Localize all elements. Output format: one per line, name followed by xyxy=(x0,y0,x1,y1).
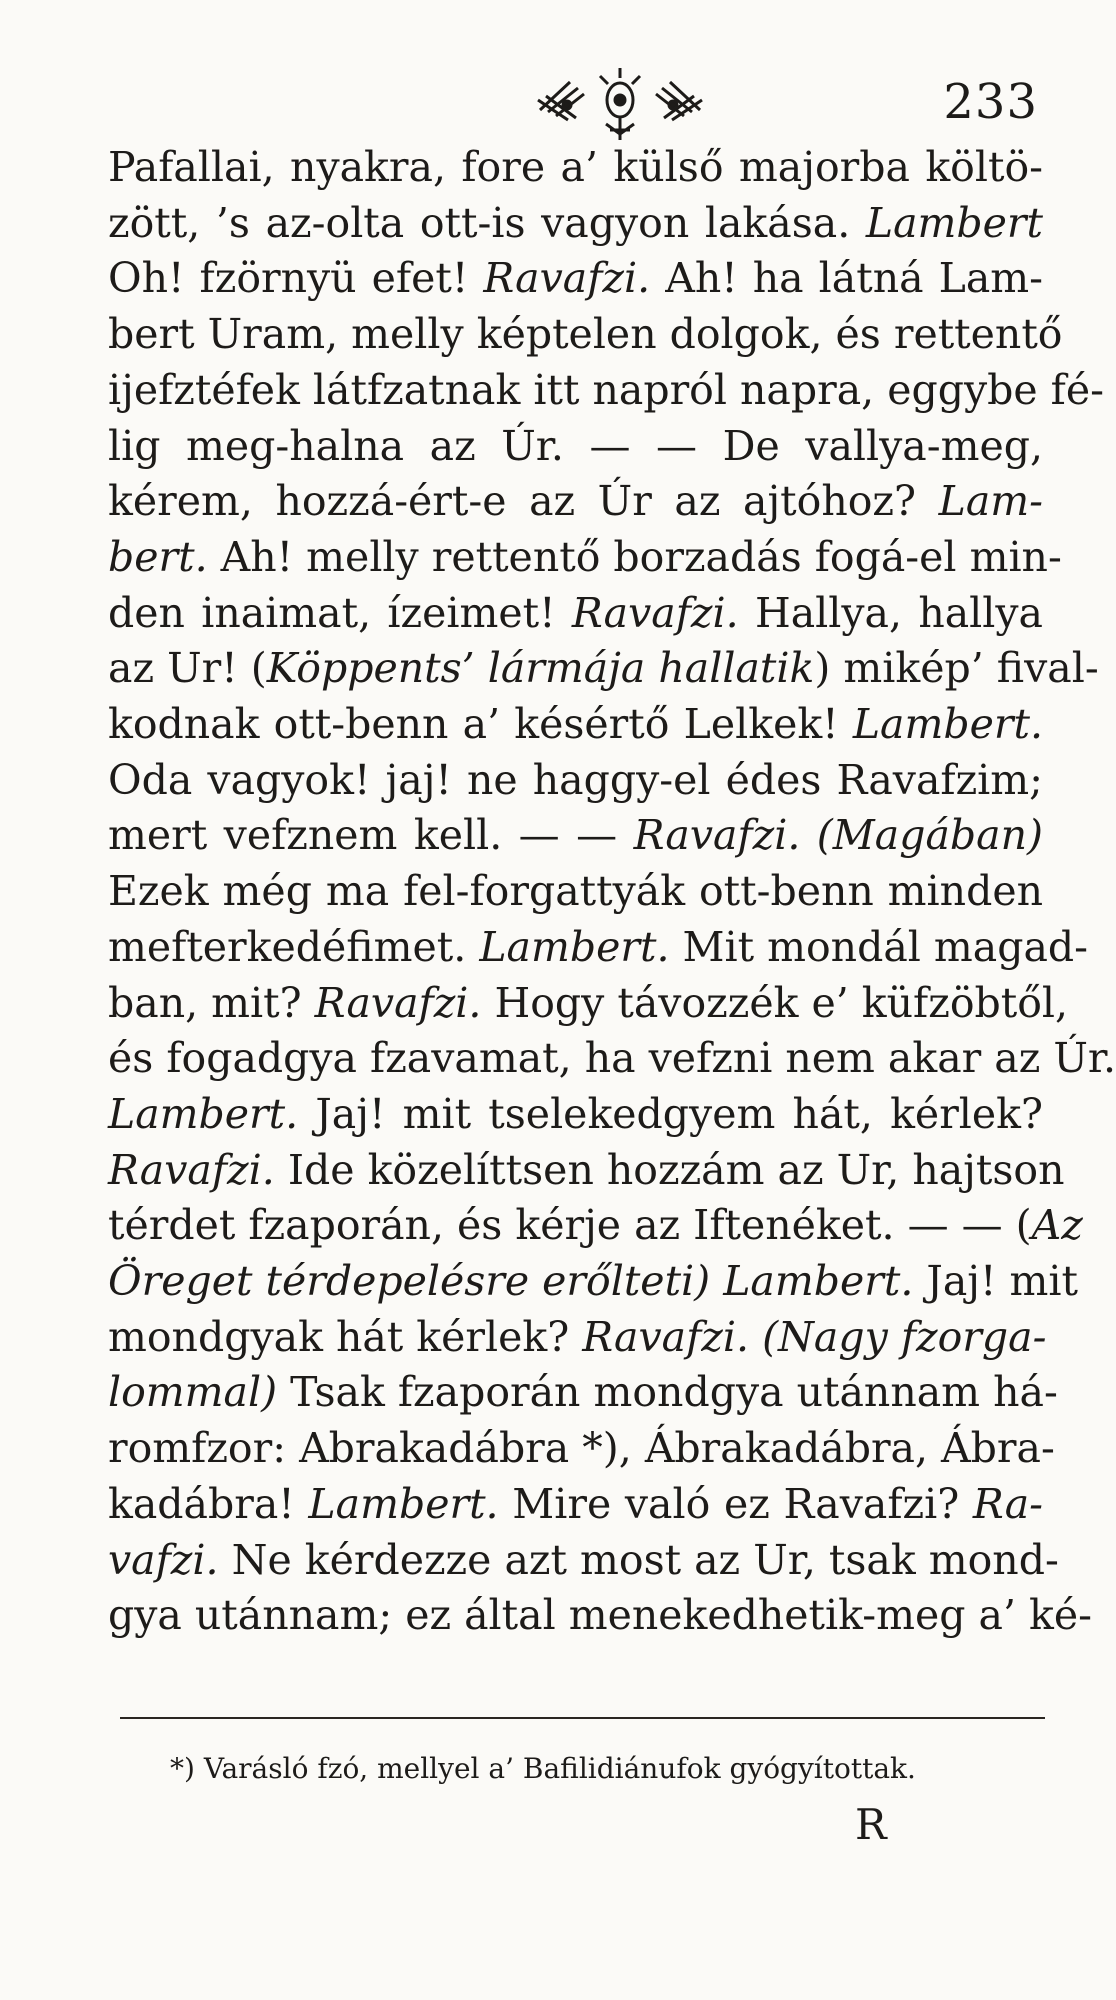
text-line xyxy=(108,641,1099,697)
text-run: Tsak fzaporán mondgya utánnam há- xyxy=(277,1368,1058,1417)
text-line xyxy=(108,976,1069,1032)
italic-text-run: Lambert xyxy=(865,198,1043,247)
text-line xyxy=(108,697,1043,753)
text-line xyxy=(108,419,1043,475)
italic-text-run: Ravafzi. xyxy=(108,1145,275,1194)
italic-text-run: Lambert. xyxy=(108,1089,299,1138)
text-run: Hogy távozzék e’ küfzöbtől, xyxy=(481,978,1069,1027)
italic-text-run: Ravafzi. xyxy=(571,588,739,637)
text-run: mefterkedéfimet. xyxy=(108,922,480,971)
text-line xyxy=(108,753,1043,809)
text-run: den inaimat, ízeimet! xyxy=(108,588,572,637)
text-run: romfzor: Abrakadábra *), Ábrakadábra, Ábra- xyxy=(108,1424,1055,1473)
page-number: 233 xyxy=(943,74,1038,130)
text-line xyxy=(108,196,1043,252)
text-run: kodnak ott-benn a’ késértő Lelkek! xyxy=(108,700,853,749)
text-run: ban, mit? xyxy=(108,978,315,1027)
italic-text-run: Lambert. xyxy=(723,1257,914,1306)
italic-text-run: Az xyxy=(1031,1201,1083,1250)
text-line xyxy=(108,307,1063,363)
italic-text-run: Köppents’ lármája hallatik xyxy=(266,644,815,693)
text-line xyxy=(108,1533,1059,1589)
text-run: Jaj! mit xyxy=(913,1257,1078,1306)
text-line xyxy=(108,1254,1078,1310)
italic-text-run: Ravafzi. xyxy=(483,254,651,303)
text-line xyxy=(108,140,1043,196)
text-run: bert Uram, melly képtelen dolgok, és rettentő xyxy=(108,310,1063,359)
text-line xyxy=(108,474,1043,530)
text-line xyxy=(108,920,1089,976)
text-run: Ne kérdezze azt most az Ur, tsak mond- xyxy=(218,1535,1059,1584)
text-run: Mit mondál magad- xyxy=(669,922,1089,971)
text-line xyxy=(108,1421,1055,1477)
italic-text-run: bert. xyxy=(108,532,208,581)
text-run: Ah! ha látná Lam- xyxy=(650,254,1044,303)
italic-text-run: Lam- xyxy=(938,477,1043,526)
text-run: Mire való ez Ravafzi? xyxy=(498,1479,973,1528)
italic-text-run: Öreget térdepelésre erőlteti) xyxy=(108,1257,711,1306)
text-run: Ah! melly rettentő borzadás fogá-el min- xyxy=(207,532,1062,581)
text-line xyxy=(108,1310,1047,1366)
text-line xyxy=(108,1365,1058,1421)
fleuron-ornament-icon xyxy=(420,60,820,150)
text-run: Oh! fzörnyü efet! xyxy=(108,254,484,303)
footnote: *) Varásló fzó, mellyel a’ Bafilidiánufok gyógyítottak. xyxy=(170,1752,916,1785)
text-run: kérem, hozzá-ért-e az Úr az ajtóhoz? xyxy=(108,477,939,526)
text-run: Jaj! mit tselekedgyem hát, kérlek? xyxy=(298,1089,1043,1138)
text-run: ijefztéfek látfzatnak itt napról napra, eggybe fé- xyxy=(108,365,1104,414)
text-run: ) mikép’ fival- xyxy=(814,644,1099,693)
text-run: Hallya, hallya xyxy=(738,588,1043,637)
text-line xyxy=(108,808,1043,864)
italic-text-run: Ravafzi. xyxy=(314,978,482,1027)
text-line xyxy=(108,1198,1083,1254)
text-run: Oda vagyok! jaj! ne haggy-el édes Ravafzim; xyxy=(108,755,1043,804)
italic-text-run: vafzi. xyxy=(108,1535,219,1584)
italic-text-run: Ra- xyxy=(972,1479,1043,1528)
italic-text-run: Ravafzi. (Magában) xyxy=(633,811,1043,860)
text-line xyxy=(108,1087,1043,1143)
text-run: mondgyak hát kérlek? xyxy=(108,1312,583,1361)
text-run: zött, ’s az-olta ott-is vagyon lakása. xyxy=(108,198,866,247)
text-line xyxy=(108,864,1043,920)
text-run: térdet fzaporán, és kérje az Iftenéket. — — ( xyxy=(108,1201,1032,1250)
italic-text-run: Lambert. xyxy=(479,922,670,971)
text-run: Ide közelíttsen hozzám az Ur, hajtson xyxy=(274,1145,1065,1194)
footnote-divider xyxy=(120,1717,1045,1719)
text-line xyxy=(108,530,1062,586)
italic-text-run: Ravafzi. (Nagy fzorga- xyxy=(582,1312,1047,1361)
text-run: gya utánnam; ez által menekedhetik-meg a’ ké- xyxy=(108,1591,1092,1640)
body-text xyxy=(108,140,1116,1644)
text-run: kadábra! xyxy=(108,1479,309,1528)
text-run xyxy=(710,1257,723,1305)
page-header xyxy=(100,60,1060,150)
text-run: Ezek még ma fel-forgattyák ott-benn minden xyxy=(108,867,1043,916)
text-line xyxy=(108,1477,1043,1533)
text-line xyxy=(108,1588,1092,1644)
italic-text-run: lommal) xyxy=(108,1368,278,1417)
italic-text-run: Lambert. xyxy=(852,700,1043,749)
text-run: és fogadgya fzavamat, ha vefzni nem akar az Úr. xyxy=(108,1034,1116,1083)
text-run: Pafallai, nyakra, fore a’ külső majorba költö- xyxy=(108,143,1043,191)
text-run: mert vefznem kell. — — xyxy=(108,811,634,860)
text-line xyxy=(108,586,1043,642)
italic-text-run: Lambert. xyxy=(308,1479,499,1528)
text-run: az Ur! ( xyxy=(108,644,267,693)
text-run: lig meg-halna az Úr. — — De vallya-meg, xyxy=(108,421,1043,470)
text-line xyxy=(108,251,1043,307)
text-line xyxy=(108,363,1104,419)
text-line xyxy=(108,1143,1065,1199)
signature-mark: R xyxy=(855,1800,887,1849)
text-line xyxy=(108,1031,1116,1087)
